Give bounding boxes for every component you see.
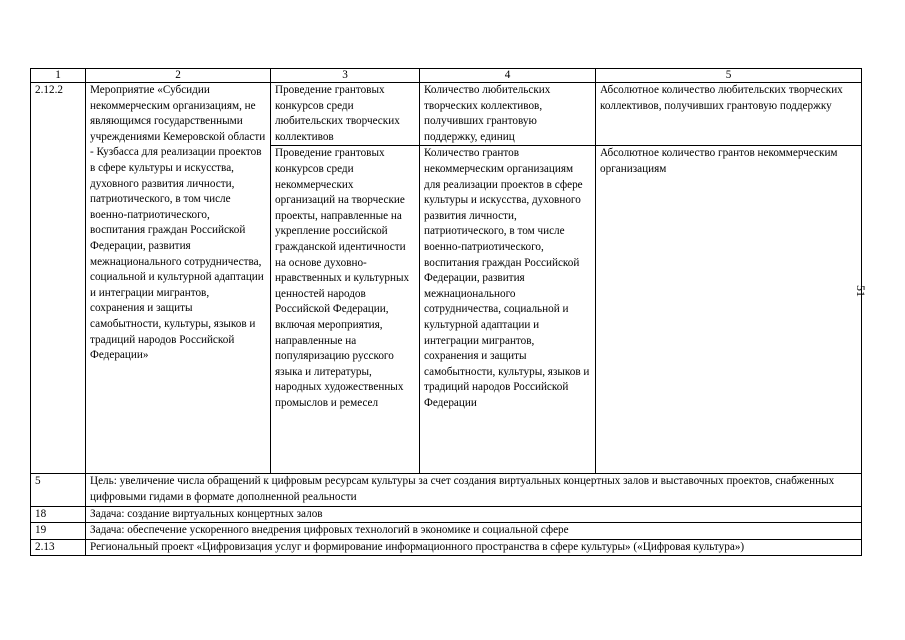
indicator-cell: Количество любительских творческих коллективов, получивших грантовую поддержку, единиц	[420, 83, 596, 146]
row-number: 2.13	[31, 539, 86, 556]
row-number: 2.12.2	[31, 83, 86, 474]
method-cell: Абсолютное количество любительских творческих коллективов, получивших грантовую поддержку	[596, 83, 862, 146]
header-cell-5: 5	[596, 69, 862, 83]
indicators-table	[30, 68, 862, 556]
activity-cell: Проведение грантовых конкурсов среди некоммерческих организаций на творческие проекты, направленные на укрепление российской гражданской идентичности на основе духовно-нравственных и культурных ценностей народов Российской Федерации, включая мероприятия, направленные на популяризацию русского языка и литературы, народных художественных промыслов и ремесел	[271, 146, 420, 474]
table-row-task-19	[31, 523, 862, 540]
header-row	[31, 69, 862, 83]
row-number: 18	[31, 506, 86, 523]
indicator-cell: Количество грантов некоммерческим организациям для реализации проектов в сфере культуры и искусства, духовного развития личности, патриотического, в том числе военно-патриотического, воспитания граждан Российской Федерации, развития межнационального сотрудничества, социальной и культурной адаптации и интеграции мигрантов, сохранения и защиты самобытности, культуры, языков и традиций народов Российской Федерации	[420, 146, 596, 474]
table-row-task-18	[31, 506, 862, 523]
event-description: Мероприятие «Субсидии некоммерческим организациям, не являющимся государственными учреждениями Кемеровской области - Кузбасса для реализации проектов в сфере культуры и искусства, духовного развития личности, патриотического, в том числе военно-патриотического, воспитания граждан Российской Федерации, развития межнационального сотрудничества, социальной и культурной адаптации и интеграции мигрантов, сохранения и защиты самобытности, культуры, языков и традиций народов Российской Федерации»	[86, 83, 271, 474]
table-row-2-13	[31, 539, 862, 556]
header-cell-1: 1	[31, 69, 86, 83]
task-text: Задача: обеспечение ускоренного внедрения цифровых технологий в экономике и социальной сфере	[86, 523, 862, 540]
row-number: 19	[31, 523, 86, 540]
header-cell-3: 3	[271, 69, 420, 83]
project-text: Региональный проект «Цифровизация услуг и формирование информационного пространства в сфере культуры» («Цифровая культура»)	[86, 539, 862, 556]
header-cell-2: 2	[86, 69, 271, 83]
task-text: Задача: создание виртуальных концертных залов	[86, 506, 862, 523]
page-number: 51	[854, 285, 868, 297]
goal-text: Цель: увеличение числа обращений к цифровым ресурсам культуры за счет создания виртуальных концертных залов и выставочных проектов, снабженных цифровыми гидами в формате дополненной реальности	[86, 474, 862, 506]
activity-cell: Проведение грантовых конкурсов среди любительских творческих коллективов	[271, 83, 420, 146]
method-cell: Абсолютное количество грантов некоммерческим организациям	[596, 146, 862, 474]
table-row-goal	[31, 474, 862, 506]
row-number: 5	[31, 474, 86, 506]
header-cell-4: 4	[420, 69, 596, 83]
table-row-2-12-2-sub1	[31, 83, 862, 146]
